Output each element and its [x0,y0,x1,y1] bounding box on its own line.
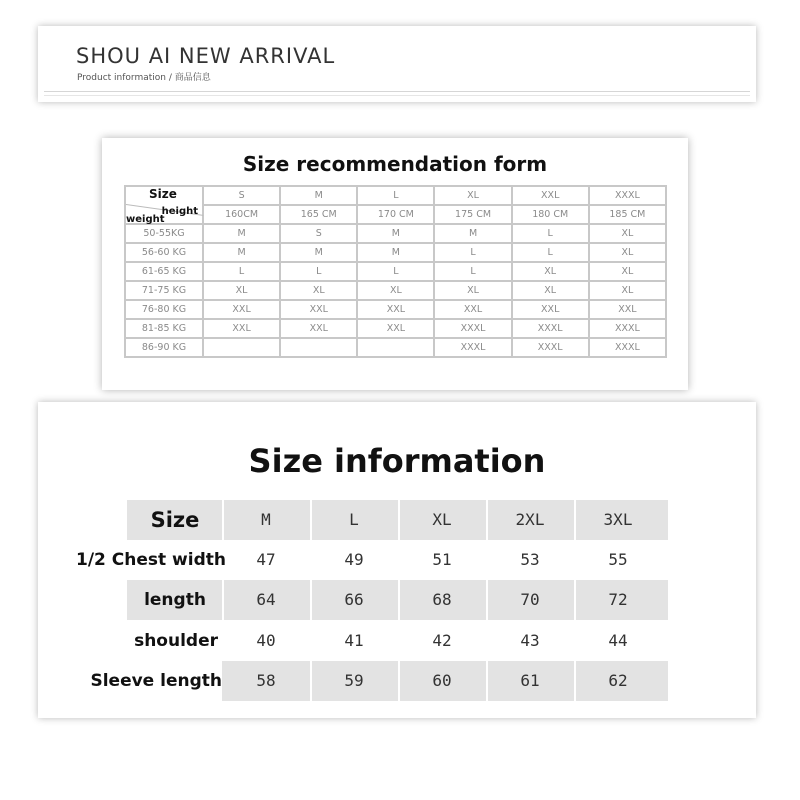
measurement-cell: 53 [520,550,540,569]
rec-height-row [125,205,666,224]
rec-row [125,243,666,262]
rec-cell: L [203,262,280,281]
rec-cell: XXXL [589,338,666,357]
size-header-cell: 2XL [515,510,545,529]
rec-size-header: S [203,186,280,205]
chest-width-row [38,540,756,580]
rec-cell: XXL [280,300,357,319]
size-header-cell: XL [432,510,452,529]
measurement-cell: 42 [432,631,452,650]
size-header-cell: 3XL [603,510,633,529]
rec-weight-label: 81-85 KG [125,319,203,338]
rec-cell: XXXL [512,319,589,338]
product-info-subtitle: Product information / 商品信息 [77,73,211,83]
rec-row [125,224,666,243]
rec-cell: L [434,262,511,281]
rec-cell: L [512,243,589,262]
rec-size-header: XL [434,186,511,205]
rec-cell [357,338,434,357]
rec-height-header: 160CM [203,205,280,224]
rec-cell: M [203,224,280,243]
rec-cell: XL [589,224,666,243]
shoulder-row [38,621,756,661]
measurement-cell: 66 [344,590,364,609]
rec-cell: XXL [434,300,511,319]
corner-height-label: height [161,206,198,217]
rec-cell: M [434,224,511,243]
measurement-cell: 60 [432,671,452,690]
rec-cell: XL [589,281,666,300]
rec-cell: XXL [203,300,280,319]
rec-cell: M [357,243,434,262]
rec-cell: XL [357,281,434,300]
rec-height-header: 175 CM [434,205,511,224]
rec-weight-label: 76-80 KG [125,300,203,319]
rec-height-header: 170 CM [357,205,434,224]
rec-cell: XXL [589,300,666,319]
rec-cell: XL [203,281,280,300]
rec-row [125,281,666,300]
measurement-cell: 68 [432,590,452,609]
length-label: length [144,590,206,610]
size-header-row [38,500,756,540]
size-header-label: Size [150,508,200,532]
measurement-cell: 61 [520,671,540,690]
sleeve-length-label: Sleeve length [90,671,222,691]
rec-size-header: L [357,186,434,205]
length-row [38,580,756,620]
corner-weight-label: weight [126,214,165,225]
size-information-card [38,402,756,718]
brand-title: SHOU AI NEW ARRIVAL [76,44,336,68]
rec-cell: XXL [280,319,357,338]
rec-height-header: 185 CM [589,205,666,224]
measurement-cell: 59 [344,671,364,690]
rec-row [125,319,666,338]
measurement-cell: 62 [608,671,628,690]
rec-height-header: 180 CM [512,205,589,224]
header-divider-secondary [44,95,750,96]
corner-size-label: Size [149,187,177,201]
rec-cell: XL [280,281,357,300]
chest-width-label: 1/2 Chest width [76,550,226,570]
rec-cell: XXL [357,300,434,319]
rec-cell: XXXL [434,319,511,338]
sleeve-length-row [38,661,756,701]
rec-weight-label: 71-75 KG [125,281,203,300]
rec-cell: S [280,224,357,243]
rec-cell: L [357,262,434,281]
rec-cell: XL [512,262,589,281]
rec-cell: M [280,243,357,262]
measurement-cell: 41 [344,631,364,650]
rec-size-header: XXL [512,186,589,205]
rec-cell: XXXL [434,338,511,357]
size-recommendation-title: Size recommendation form [242,152,548,176]
measurement-cell: 44 [608,631,628,650]
rec-cell: XXXL [512,338,589,357]
header-divider [44,91,750,92]
rec-cell: L [434,243,511,262]
rec-row [125,338,666,357]
rec-size-row [125,186,666,205]
measurement-cell: 43 [520,631,540,650]
shoulder-label: shoulder [134,631,218,651]
rec-row [125,300,666,319]
rec-cell: XL [512,281,589,300]
rec-height-header: 165 CM [280,205,357,224]
header-card [38,26,756,102]
measurement-cell: 49 [344,550,364,569]
rec-cell [203,338,280,357]
rec-cell: XXL [512,300,589,319]
rec-size-header: M [280,186,357,205]
rec-cell: XXL [357,319,434,338]
rec-size-header: XXXL [589,186,666,205]
size-information-title: Size information [248,442,546,480]
rec-weight-label: 56-60 KG [125,243,203,262]
rec-cell: XL [589,262,666,281]
rec-cell: XXL [203,319,280,338]
rec-row [125,262,666,281]
rec-cell: L [280,262,357,281]
measurement-cell: 70 [520,590,540,609]
measurement-cell: 58 [256,671,276,690]
rec-corner-cell [125,186,203,224]
size-header-cell: L [349,510,359,529]
size-header-cell: M [261,510,271,529]
rec-cell: M [203,243,280,262]
rec-weight-label: 50-55KG [125,224,203,243]
measurement-cell: 72 [608,590,628,609]
measurement-cell: 40 [256,631,276,650]
rec-cell: M [357,224,434,243]
measurement-cell: 47 [256,550,276,569]
measurement-cell: 51 [432,550,452,569]
rec-cell: XXXL [589,319,666,338]
rec-cell: XL [434,281,511,300]
rec-weight-label: 61-65 KG [125,262,203,281]
measurement-cell: 55 [608,550,628,569]
size-recommendation-table [124,185,667,358]
rec-cell [280,338,357,357]
rec-cell: XL [589,243,666,262]
size-recommendation-card [102,138,688,390]
rec-cell: L [512,224,589,243]
rec-weight-label: 86-90 KG [125,338,203,357]
measurement-cell: 64 [256,590,276,609]
